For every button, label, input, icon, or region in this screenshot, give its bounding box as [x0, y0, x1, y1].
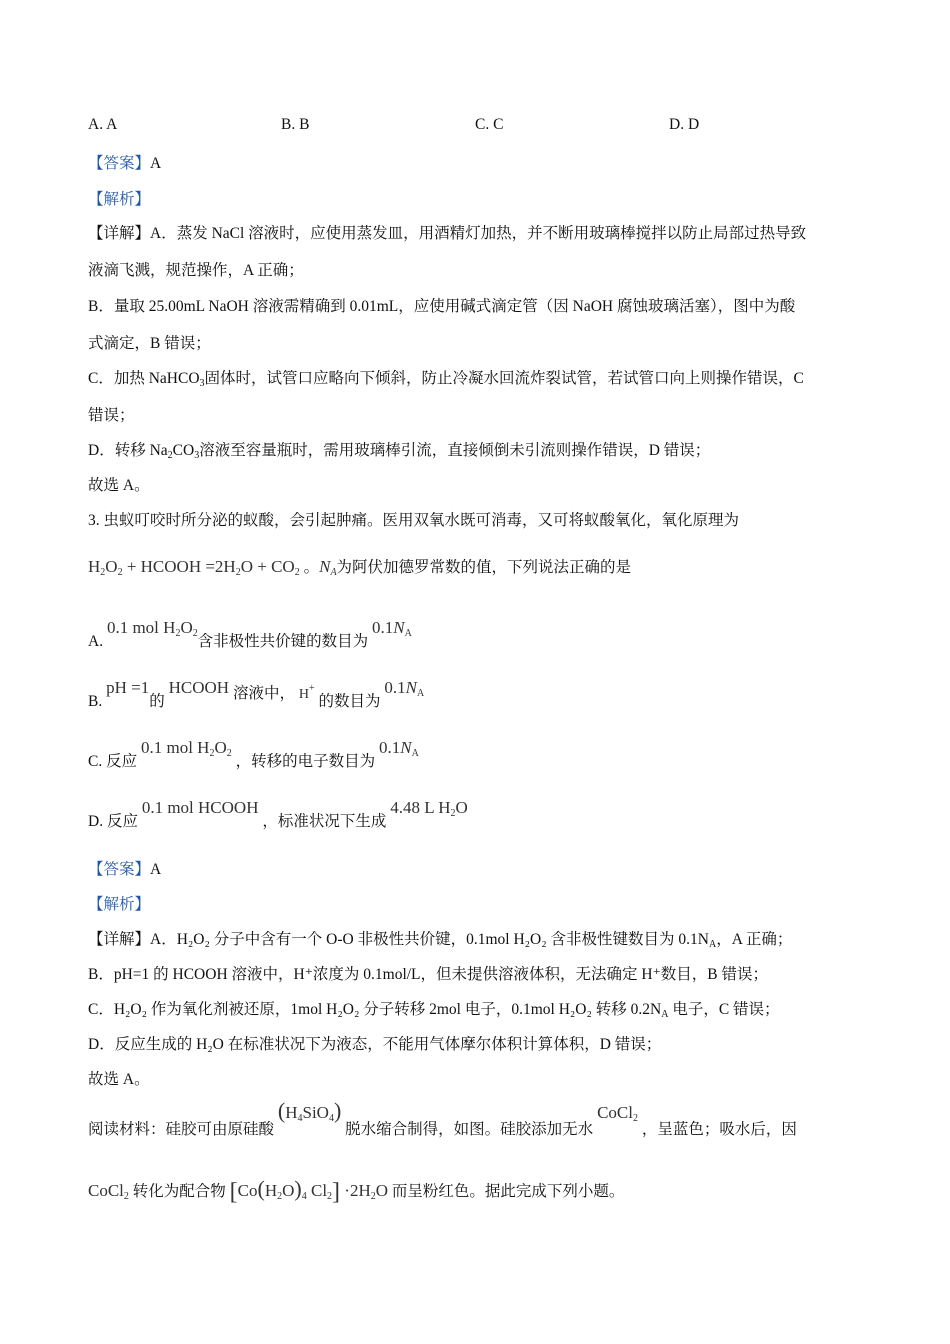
option-d: D. D — [669, 116, 700, 133]
q2-detail-b1: B．量取 25.00mL NaOH 溶液需精确到 0.01mL，应使用碱式滴定管（因 NaOH 腐蚀玻璃活塞），图中为酸 — [88, 298, 796, 315]
q2-detail-d1: D．转移 $Na_2CO_3$溶液至容量瓶时，需用玻璃棒引流，直接倾倒未引流则操作错误，D 错误； — [88, 442, 711, 461]
q2-detail-a1: 【详解】A．蒸发 NaCl 溶液时，应使用蒸发皿，用酒精灯加热，并不断用玻璃棒搅拌以防止局部过热导致 — [88, 225, 807, 242]
q3-option-b: B. pH =1的 HCOOH 溶液中， H+ 的数目为 $0.1N_A$ — [88, 678, 425, 710]
q3-option-d: D. 反应 0.1 mol HCOOH ，标准状况下生成 4.48 L $H_2O$ — [88, 798, 468, 830]
q3-option-a: A. 0.1 mol $H_2O_2$ 含非极性共价键的数目为 $0.1N_A$ — [88, 618, 412, 650]
q3-analysis-tag: 【解析】 — [88, 896, 151, 913]
q3-detail-b: B．pH=1 的 HCOOH 溶液中，H⁺浓度为 0.1mol/L，但未提供溶液体积，无法确定 H⁺数目，B 错误； — [88, 966, 768, 983]
q3-reaction-equation: $H_2O_2$ + HCOOH $=2H_2O + CO_2$ 。$N_A$为阿伏加德罗常数的值，下列说法正确的是 — [88, 557, 632, 578]
q3-detail-d: D．反应生成的 H₂O 在标准状况下为液态，不能用气体摩尔体积计算体积，D 错误； — [88, 1036, 662, 1053]
q2-detail-a2: 液滴飞溅，规范操作，A 正确； — [88, 262, 304, 279]
q3-answer: 【答案】A — [88, 861, 162, 878]
q2-conclusion: 故选 A。 — [88, 477, 150, 494]
option-b: B. B — [281, 116, 310, 133]
q3-option-c: C. 反应 0.1 mol $H_2O_2$ ，转移的电子数目为 $0.1N_A$ — [88, 738, 419, 770]
q2-analysis-tag: 【解析】 — [88, 191, 151, 208]
reading-line1: 阅读材料：硅胶可由原硅酸 $(H_4SiO_4)$ 脱水缩合制得，如图。硅胶添加无水 CoCl$_2$ ，呈蓝色；吸水后，因 — [88, 1098, 797, 1138]
q2-answer: 【答案】A — [88, 155, 162, 172]
option-c: C. C — [475, 116, 504, 133]
q2-detail-c1: C．加热 NaHCO$_3$固体时，试管口应略向下倾斜，防止冷凝水回流炸裂试管，若试管口向上则操作错误，C — [88, 370, 804, 389]
q3-stem-line1: 3. 虫蚁叮咬时所分泌的蚁酸，会引起肿痛。医用双氧水既可消毒，又可将蚁酸氧化，氧化原理为 — [88, 512, 740, 529]
q3-conclusion: 故选 A。 — [88, 1071, 150, 1088]
reading-line2: CoCl$_2$ 转化为配合物 [$Co(H_2O)_4$ $Cl_2] \cdot 2H_2O$ 而呈粉红色。据此完成下列小题。 — [88, 1176, 625, 1205]
q3-detail-c: C．H₂O₂ 作为氧化剂被还原，1mol H₂O₂ 分子转移 2mol 电子，0.1mol H₂O₂ 转移 $0.2N_A$ 电子，C 错误； — [88, 1001, 780, 1020]
q2-detail-c2: 错误； — [88, 407, 135, 424]
q3-detail-a: 【详解】A．H₂O₂ 分子中含有一个 O-O 非极性共价键，0.1mol H₂O₂ 含非极性键数目为 $0.1N_A$，A 正确； — [88, 931, 793, 950]
q2-detail-b2: 式滴定，B 错误； — [88, 335, 211, 352]
option-a: A. A — [88, 116, 118, 133]
